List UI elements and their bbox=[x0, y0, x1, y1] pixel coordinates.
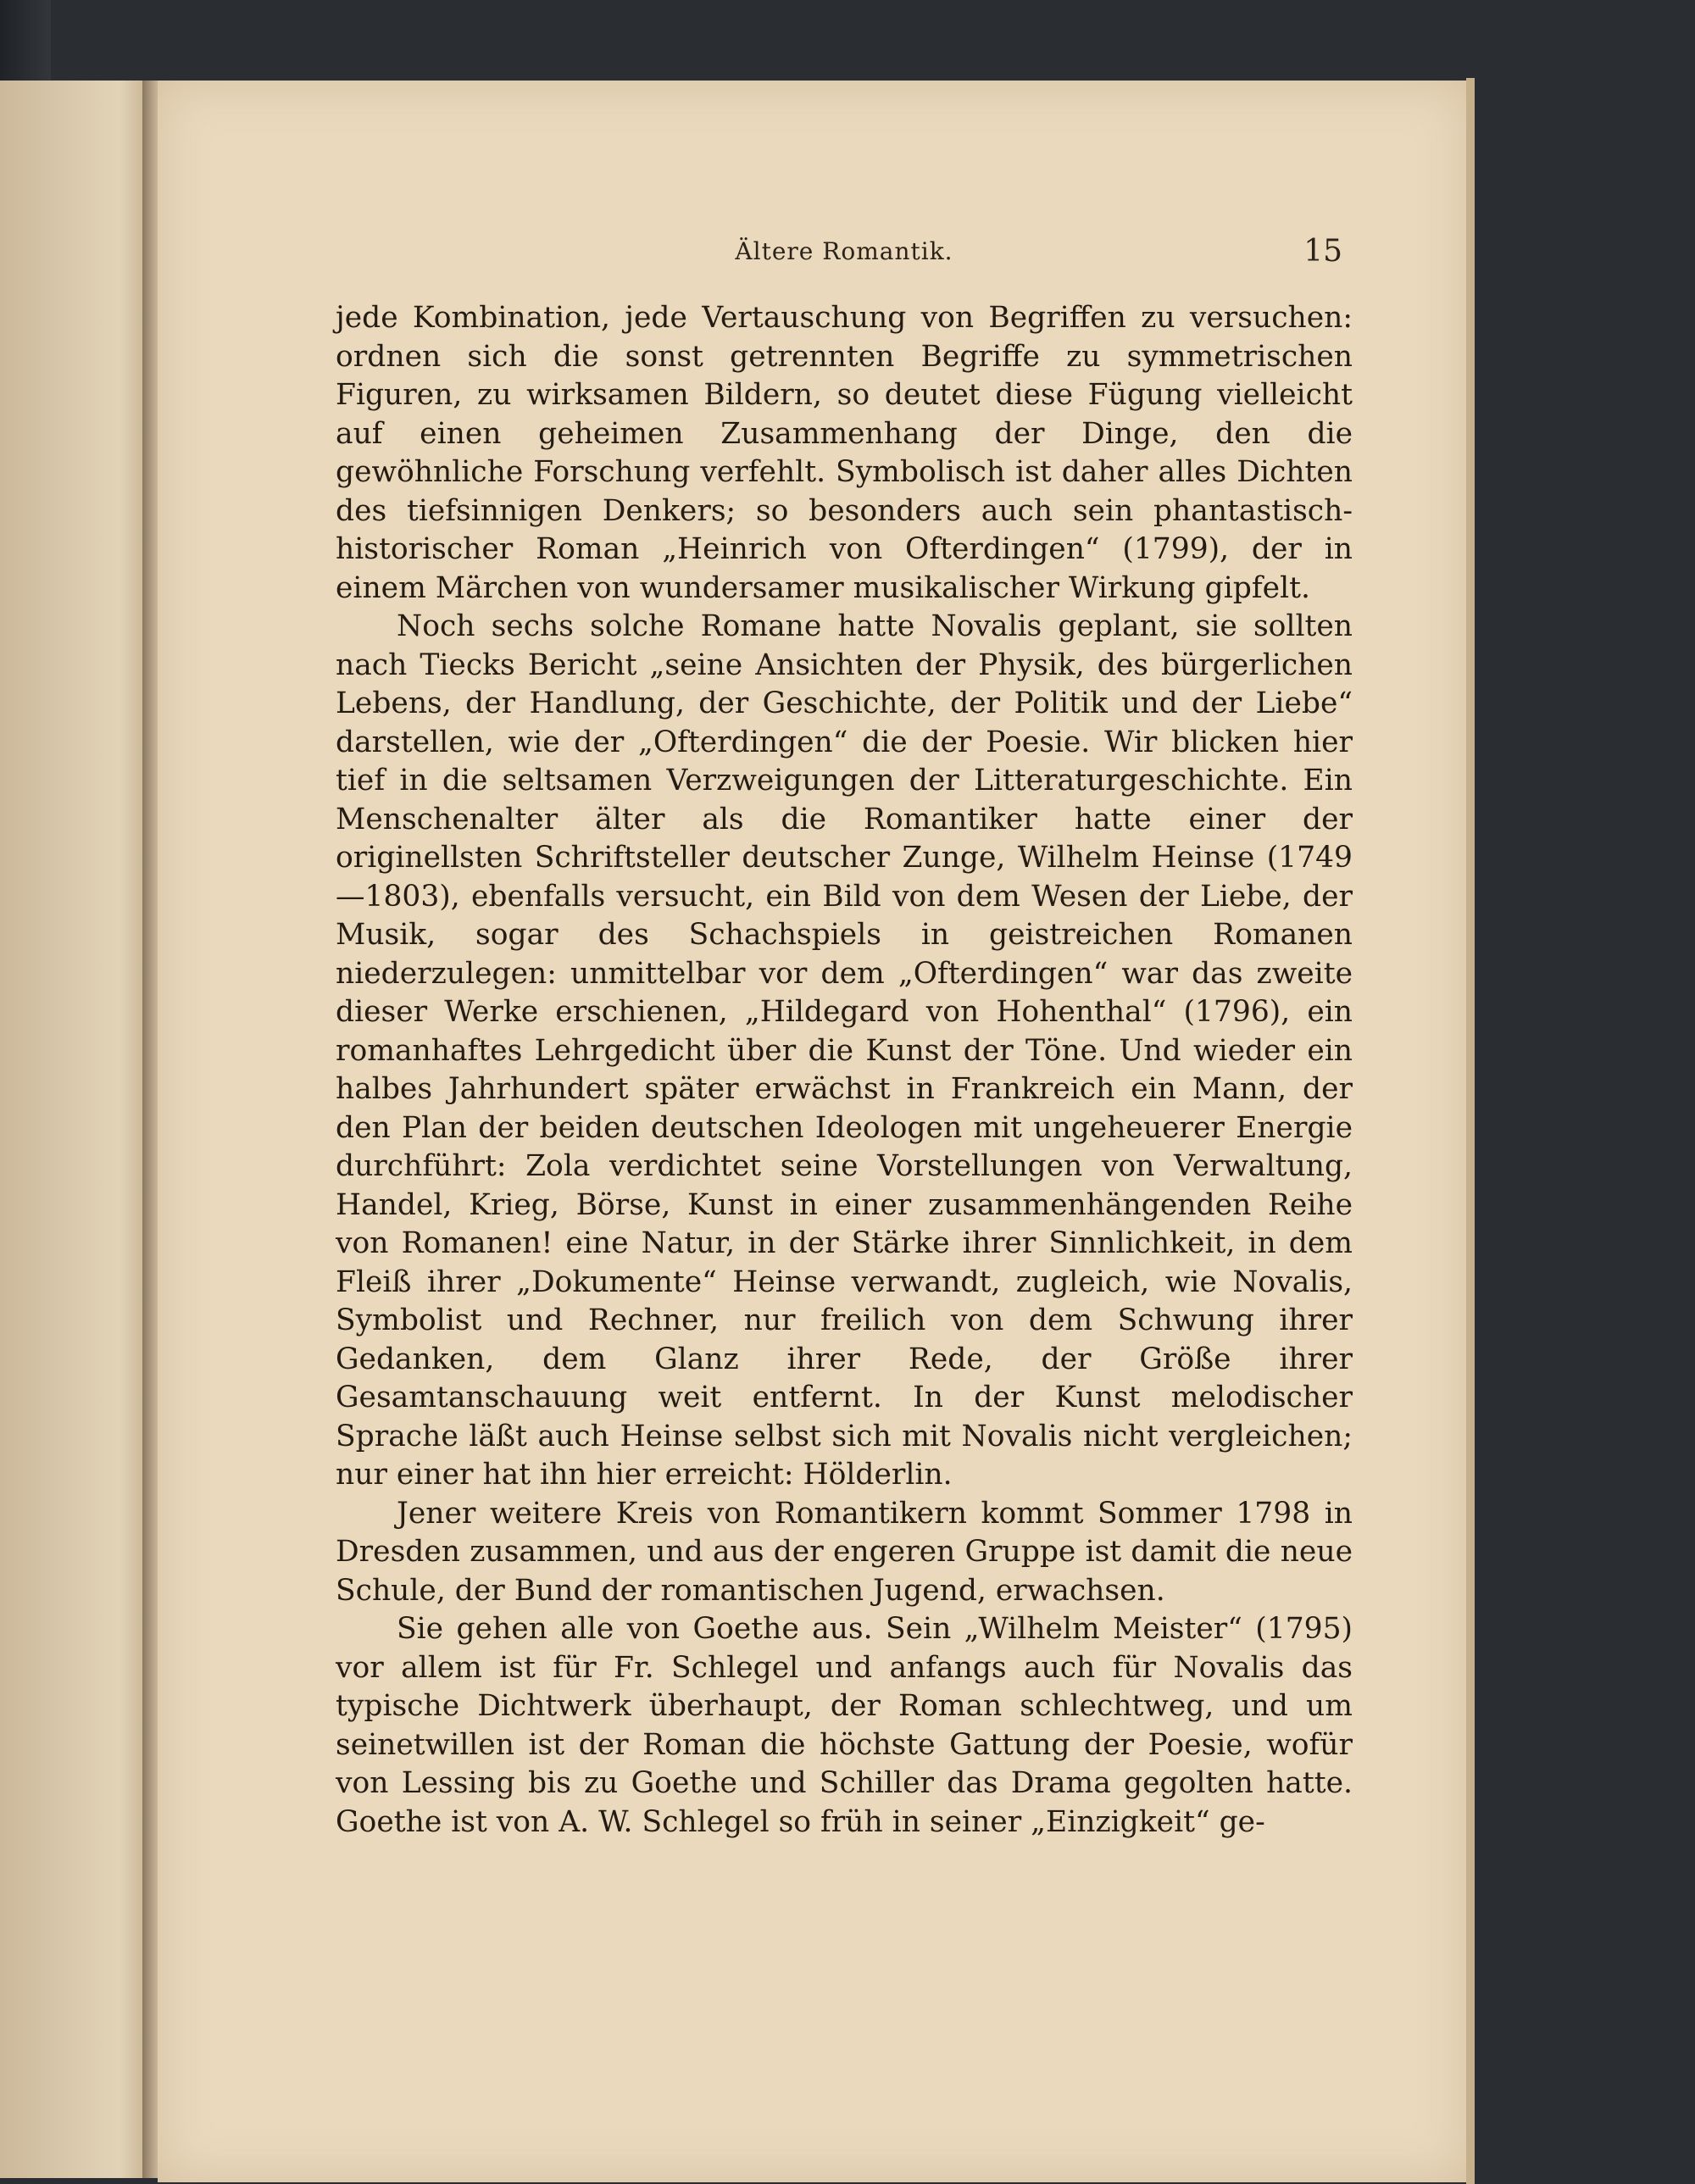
page-number: 15 bbox=[1303, 234, 1342, 269]
paragraph-2: Noch sechs solche Romane hatte Novalis geplant, sie sollten nach Tiecks Bericht „seine Ansichten der Physik, des bürgerlichen Lebens, der Handlung, der Geschichte, der Politik und der Liebe“ darstellen, wie der „Ofterdingen“ die der Poesie. Wir blicken hier tief in die seltsamen Verzweigungen der Litteraturgeschichte. Ein Menschenalter älter als die Romantiker hatte einer der originellsten Schriftsteller deutscher Zunge, Wilhelm Heinse (1749—1803), ebenfalls versucht, ein Bild von dem Wesen der Liebe, der Musik, sogar des Schachspiels in geistreichen Romanen niederzulegen: unmittelbar vor dem „Ofterdingen“ war das zweite dieser Werke erschienen, „Hildegard von Hohenthal“ (1796), ein romanhaftes Lehrgedicht über die Kunst der Töne. Und wieder ein halbes Jahrhundert später erwächst in Frankreich ein Mann, der den Plan der beiden deutschen Ideologen mit ungeheuerer Energie durchführt: Zola verdichtet seine Vorstellungen von Verwaltung, Handel, Krieg, Börse, Kunst in einer zusammenhängenden Reihe von Romanen! eine Natur, in der Stärke ihrer Sinnlichkeit, in dem Fleiß ihrer „Dokumente“ Heinse verwandt, zugleich, wie Novalis, Symbolist und Rechner, nur freilich von dem Schwung ihrer Gedanken, dem Glanz ihrer Rede, der Größe ihrer Gesamtanschauung weit entfernt. In der Kunst melodischer Sprache läßt auch Heinse selbst sich mit Novalis nicht vergleichen; nur einer hat ihn hier erreicht: Hölderlin. bbox=[336, 609, 1353, 1492]
book-page bbox=[158, 81, 1470, 2182]
running-head bbox=[158, 234, 1470, 288]
running-head-title: Ältere Romantik. bbox=[735, 237, 953, 265]
previous-page-edge bbox=[0, 81, 150, 2178]
paragraph-3: Jener weitere Kreis von Romantikern kommt Sommer 1798 in Dresden zusammen, und aus der engeren Gruppe ist damit die neue Schule, der Bund der romantischen Jugend, erwachsen. bbox=[336, 1496, 1353, 1608]
body-text bbox=[336, 299, 1353, 1842]
paragraph-4: Sie gehen alle von Goethe aus. Sein „Wilhelm Meister“ (1795) vor allem ist für Fr. Schlegel und anfangs auch für Novalis das typische Dichtwerk überhaupt, der Roman schlechtweg, und um seinetwillen ist der Roman die höchste Gattung der Poesie, wofür von Lessing bis zu Goethe und Schiller das Drama gegolten hatte. Goethe ist von A. W. Schlegel so früh in seiner „Einzigkeit“ ge- bbox=[336, 1612, 1353, 1839]
page-edge bbox=[1466, 78, 1475, 2184]
paragraph-1: jede Kombination, jede Vertauschung von Begriffen zu versuchen: ordnen sich die sonst getrennten Begriffe zu symmetrischen Figuren, zu wirksamen Bildern, so deutet diese Fügung vielleicht auf einen geheimen Zusammenhang der Dinge, den die gewöhnliche Forschung verfehlt. Symbolisch ist daher alles Dichten des tiefsinnigen Denkers; so besonders auch sein phantastisch-historischer Roman „Heinrich von Ofterdingen“ (1799), der in einem Märchen von wundersamer musikalischer Wirkung gipfelt. bbox=[336, 301, 1353, 605]
